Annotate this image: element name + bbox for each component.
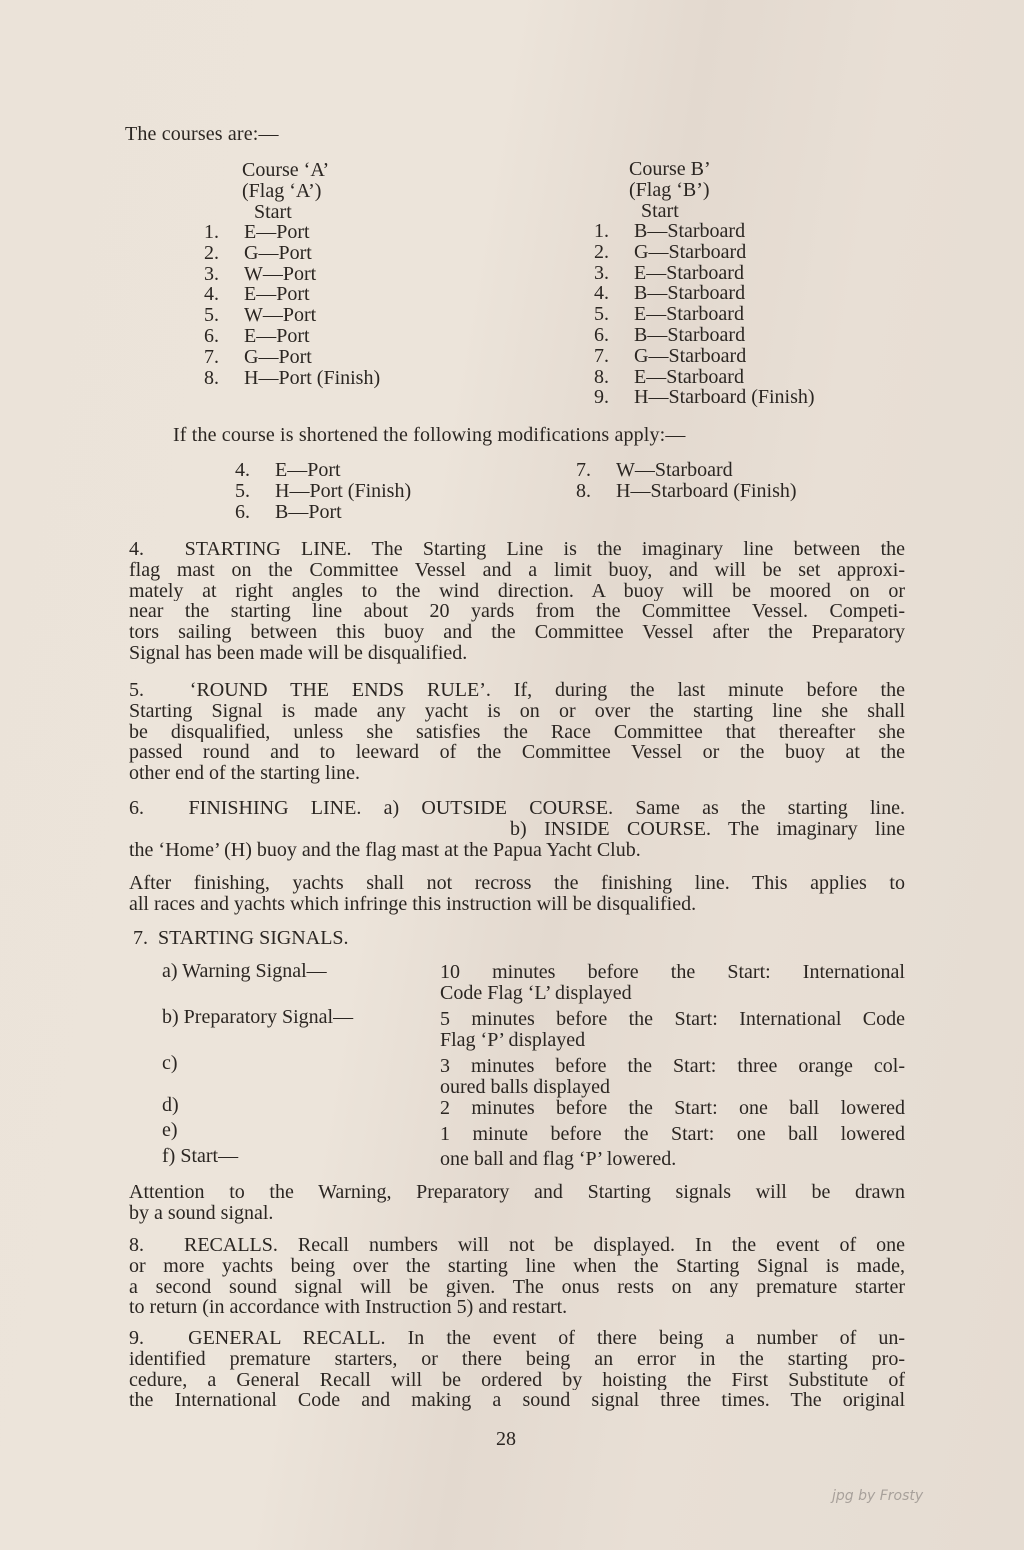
text-line: After finishing, yachts shall not recross the finishing line. This applies to bbox=[129, 873, 905, 894]
text-line: by a sound signal. bbox=[129, 1201, 274, 1224]
leg-text: W—Port bbox=[244, 304, 317, 327]
section-general-recall bbox=[129, 1328, 905, 1411]
leg-text: E—Starboard bbox=[634, 303, 744, 326]
leg-text: G—Port bbox=[244, 345, 312, 368]
text-line: the International Code and making a sound signal three times. The original bbox=[129, 1390, 905, 1412]
course-b-legs bbox=[594, 221, 815, 408]
leg-number: 5. bbox=[594, 303, 609, 326]
course-leg bbox=[594, 346, 815, 367]
leg-text: H—Port (Finish) bbox=[275, 479, 412, 502]
course-leg bbox=[204, 264, 380, 285]
text-line: other end of the starting line. bbox=[129, 762, 361, 785]
text-line: to return (in accordance with Instruction 5) and restart. bbox=[129, 1296, 568, 1319]
text-line: all races and yachts which infringe this instruction will be disqualified. bbox=[129, 892, 697, 915]
leg-number: 9. bbox=[594, 386, 609, 409]
text-line: 9. GENERAL RECALL. In the event of there being a number of un- bbox=[129, 1328, 905, 1349]
leg-number: 7. bbox=[204, 345, 219, 368]
leg-number: 5. bbox=[204, 304, 219, 327]
text-line: 2 minutes before the Start: one ball lowered bbox=[440, 1098, 905, 1119]
leg-number: 7. bbox=[576, 459, 591, 481]
course-a-legs bbox=[204, 222, 380, 388]
leg-number: 2. bbox=[204, 241, 219, 264]
course-a-start: Start bbox=[254, 200, 292, 223]
leg-text: E—Starboard bbox=[634, 261, 744, 284]
leg-text: E—Starboard bbox=[634, 365, 744, 388]
leg-number: 7. bbox=[594, 344, 609, 367]
course-b-header bbox=[629, 159, 711, 221]
course-b-flag: (Flag ‘B’) bbox=[629, 178, 710, 201]
course-leg bbox=[594, 242, 815, 263]
course-leg bbox=[594, 304, 815, 325]
text-line: Code Flag ‘L’ displayed bbox=[440, 981, 632, 1004]
signal-description bbox=[440, 962, 905, 1003]
text-line: b) INSIDE COURSE. The imaginary line bbox=[510, 818, 905, 840]
leg-number: 6. bbox=[594, 323, 609, 346]
text-line: the ‘Home’ (H) buoy and the flag mast at the Papua Yacht Club. bbox=[129, 838, 641, 861]
courses-intro: The courses are:— bbox=[125, 123, 279, 145]
course-leg bbox=[594, 367, 815, 388]
leg-number: 2. bbox=[594, 240, 609, 263]
course-a-title: Course ‘A’ bbox=[242, 159, 330, 181]
course-leg bbox=[204, 326, 380, 347]
text-line: Starting Signal is made any yacht is on or over the starting line she shall bbox=[129, 700, 905, 722]
leg-text: H—Port (Finish) bbox=[244, 366, 381, 389]
text-line: flag mast on the Committee Vessel and a limit buoy, and will be set approxi- bbox=[129, 559, 905, 581]
text-line: 5. ‘ROUND THE ENDS RULE’. If, during the last minute before the bbox=[129, 680, 905, 701]
leg-text: G—Starboard bbox=[634, 344, 747, 367]
text-line: be disqualified, unless she satisfies the Race Committee that thereafter she bbox=[129, 721, 905, 743]
text-line: 6. FINISHING LINE. a) OUTSIDE COURSE. Same as the starting line. bbox=[129, 798, 905, 819]
signal-label: f) Start— bbox=[162, 1145, 239, 1167]
shortened-left-list bbox=[235, 460, 411, 522]
signal-description bbox=[440, 1124, 905, 1145]
leg-number: 4. bbox=[204, 283, 219, 306]
text-line: 5 minutes before the Start: International Code bbox=[440, 1009, 905, 1030]
shortened-right-list bbox=[576, 460, 797, 502]
leg-text: E—Port bbox=[244, 221, 310, 243]
text-line: identified premature starters, or there being an error in the starting pro- bbox=[129, 1348, 905, 1370]
section-recalls bbox=[129, 1235, 905, 1318]
course-leg bbox=[204, 243, 380, 264]
leg-text: B—Port bbox=[275, 500, 342, 523]
course-leg bbox=[594, 325, 815, 346]
leg-number: 8. bbox=[204, 366, 219, 389]
leg-number: 5. bbox=[235, 479, 250, 502]
text-line: 8. RECALLS. Recall numbers will not be displayed. In the event of one bbox=[129, 1235, 905, 1256]
leg-number: 3. bbox=[594, 261, 609, 284]
course-leg bbox=[204, 222, 380, 243]
signal-label: d) bbox=[162, 1094, 179, 1116]
leg-text: E—Port bbox=[244, 324, 310, 347]
text-line: a second sound signal will be given. The onus rests on any premature starter bbox=[129, 1276, 905, 1298]
course-b-start: Start bbox=[641, 199, 679, 222]
shortened-leg bbox=[235, 460, 411, 481]
signal-description bbox=[440, 1149, 905, 1170]
leg-text: W—Starboard bbox=[616, 459, 733, 481]
course-leg bbox=[594, 283, 815, 304]
text-line: Signal has been made will be disqualified. bbox=[129, 641, 468, 664]
watermark: jpg by Frosty bbox=[832, 1488, 924, 1504]
shortened-leg bbox=[235, 502, 411, 523]
shortened-intro: If the course is shortened the following modifications apply:— bbox=[173, 424, 686, 446]
leg-number: 4. bbox=[235, 459, 250, 481]
text-line: 10 minutes before the Start: International bbox=[440, 962, 905, 983]
text-line: Attention to the Warning, Preparatory and Starting signals will be drawn bbox=[129, 1182, 905, 1203]
signal-label: c) bbox=[162, 1052, 178, 1074]
section-starting-line bbox=[129, 539, 905, 664]
signal-description bbox=[440, 1009, 905, 1050]
course-leg bbox=[594, 263, 815, 284]
leg-text: B—Starboard bbox=[634, 220, 746, 242]
leg-number: 8. bbox=[576, 479, 591, 502]
course-leg bbox=[594, 387, 815, 408]
leg-text: B—Starboard bbox=[634, 282, 746, 305]
signal-description bbox=[440, 1098, 905, 1119]
leg-number: 4. bbox=[594, 282, 609, 305]
signal-label: a) Warning Signal— bbox=[162, 960, 327, 982]
signal-description bbox=[440, 1056, 905, 1097]
text-line: mately at right angles to the wind direction. A buoy will be moored on or bbox=[129, 580, 905, 602]
text-line: 1 minute before the Start: one ball lowered bbox=[440, 1124, 905, 1145]
section-finishing-note bbox=[129, 873, 905, 914]
course-leg bbox=[204, 347, 380, 368]
leg-text: H—Starboard (Finish) bbox=[634, 386, 815, 409]
course-leg bbox=[204, 284, 380, 305]
signal-label: e) bbox=[162, 1119, 178, 1141]
leg-number: 8. bbox=[594, 365, 609, 388]
leg-text: W—Port bbox=[244, 262, 317, 285]
section-finishing-line bbox=[129, 798, 905, 860]
text-line: one ball and flag ‘P’ lowered. bbox=[440, 1148, 677, 1170]
leg-number: 6. bbox=[204, 324, 219, 347]
leg-text: E—Port bbox=[275, 459, 341, 481]
text-line: oured balls displayed bbox=[440, 1075, 610, 1098]
text-line: 4. STARTING LINE. The Starting Line is the imaginary line between the bbox=[129, 539, 905, 560]
text-line: cedure, a General Recall will be ordered by hoisting the First Substitute of bbox=[129, 1369, 905, 1391]
course-leg bbox=[594, 221, 815, 242]
section-starting-signals-heading: 7. STARTING SIGNALS. bbox=[133, 927, 349, 949]
signal-label: b) Preparatory Signal— bbox=[162, 1006, 354, 1028]
signals-attention-note bbox=[129, 1182, 905, 1223]
course-leg bbox=[204, 305, 380, 326]
leg-number: 1. bbox=[204, 221, 219, 243]
leg-number: 6. bbox=[235, 500, 250, 523]
page-number: 28 bbox=[496, 1428, 516, 1450]
text-line: or more yachts being over the starting line when the Starting Signal is made, bbox=[129, 1255, 905, 1277]
course-a-header bbox=[242, 160, 329, 222]
text-line: near the starting line about 20 yards from the Committee Vessel. Competi- bbox=[129, 601, 905, 623]
leg-text: B—Starboard bbox=[634, 323, 746, 346]
course-a-flag: (Flag ‘A’) bbox=[242, 179, 322, 202]
text-line: passed round and to leeward of the Committee Vessel or the buoy at the bbox=[129, 742, 905, 764]
leg-text: H—Starboard (Finish) bbox=[616, 479, 797, 502]
leg-number: 3. bbox=[204, 262, 219, 285]
leg-text: E—Port bbox=[244, 283, 310, 306]
course-leg bbox=[204, 368, 380, 389]
leg-text: G—Starboard bbox=[634, 240, 747, 263]
section-round-the-ends-rule bbox=[129, 680, 905, 784]
shortened-leg bbox=[576, 481, 797, 502]
leg-number: 1. bbox=[594, 220, 609, 242]
text-line: Flag ‘P’ displayed bbox=[440, 1028, 586, 1051]
shortened-leg bbox=[235, 481, 411, 502]
leg-text: G—Port bbox=[244, 241, 312, 264]
text-line: tors sailing between this buoy and the Committee Vessel after the Preparatory bbox=[129, 622, 905, 643]
text-line: 3 minutes before the Start: three orange col- bbox=[440, 1056, 905, 1077]
shortened-leg bbox=[576, 460, 797, 481]
course-b-title: Course B’ bbox=[629, 158, 711, 180]
